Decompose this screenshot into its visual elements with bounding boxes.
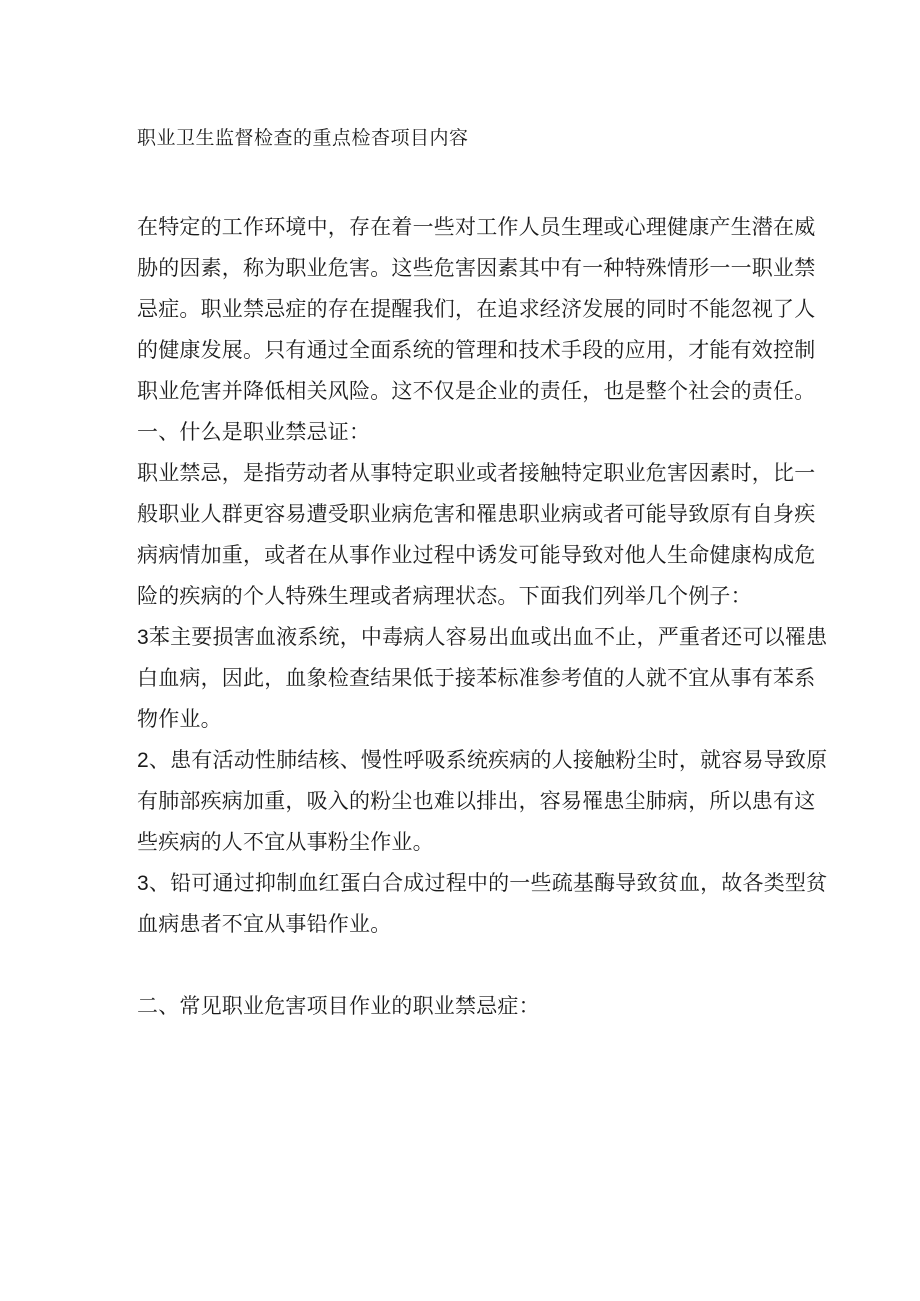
definition-line: 般职业人群更容易遭受职业病危害和罹患职业病或者可能导致原有自身疾	[137, 502, 816, 526]
example-1-line	[137, 617, 828, 658]
example-1-number: 3	[137, 626, 149, 649]
example-3-number: 3	[137, 872, 149, 895]
example-2-line: 有肺部疾病加重，吸入的粉尘也难以排出，容易罹患尘肺病，所以患有这	[137, 789, 816, 813]
example-1-text: 苯主要损害血液系统，中毒病人容易出血或出血不止，严重者还可以罹患	[148, 625, 828, 649]
intro-line: 职业危害并降低相关风险。这不仅是企业的责任，也是整个社会的责任。	[137, 379, 816, 403]
definition-line: 病病情加重，或者在从事作业过程中诱发可能导致对他人生命健康构成危	[137, 543, 816, 567]
example-3-line: 血病患者不宜从事铅作业。	[137, 912, 392, 936]
intro-line: 在特定的工作环境中，存在着一些对工作人员生理或心理健康产生潜在威	[137, 215, 816, 239]
example-3-line	[137, 863, 828, 904]
example-1-line: 物作业。	[137, 707, 222, 731]
section-1-heading: 一、什么是职业禁忌证：	[137, 420, 371, 444]
paragraph-gap	[137, 945, 785, 986]
document-title: 职业卫生监督检查的重点检杳项目内容	[137, 127, 469, 149]
definition-line: 险的疾病的个人特殊生理或者病理状态。下面我们列举几个例子：	[137, 584, 752, 608]
intro-line: 的健康发展。只有通过全面系统的管理和技术手段的应用，才能有效控制	[137, 338, 816, 362]
definition-line: 职业禁忌，是指劳动者从事特定职业或者接触特定职业危害因素时，比一	[137, 461, 816, 485]
example-1-line: 白血病，因此，血象检查结果低于接苯标准参考值的人就不宜从事有苯系	[137, 666, 816, 690]
intro-line: 忌症。职业禁忌症的存在提醒我们，在追求经济发展的同时不能忽视了人	[137, 297, 816, 321]
example-2-line	[137, 740, 828, 781]
document-body	[137, 207, 828, 1027]
example-2-text: 、患有活动性肺结核、慢性呼吸系统疾病的人接触粉尘时，就容易导致原	[148, 748, 828, 772]
example-3-text: 、铅可通过抑制血红蛋白合成过程中的一些疏基酶导致贫血，故各类型贫	[148, 871, 828, 895]
example-2-line: 些疾病的人不宜从事粉尘作业。	[137, 830, 434, 854]
section-2-heading: 二、常见职业危害项目作业的职业禁忌症：	[137, 994, 540, 1018]
example-2-number: 2	[137, 749, 149, 772]
intro-line: 胁的因素，称为职业危害。这些危害因素其中有一种特殊情形一一职业禁	[137, 256, 816, 280]
